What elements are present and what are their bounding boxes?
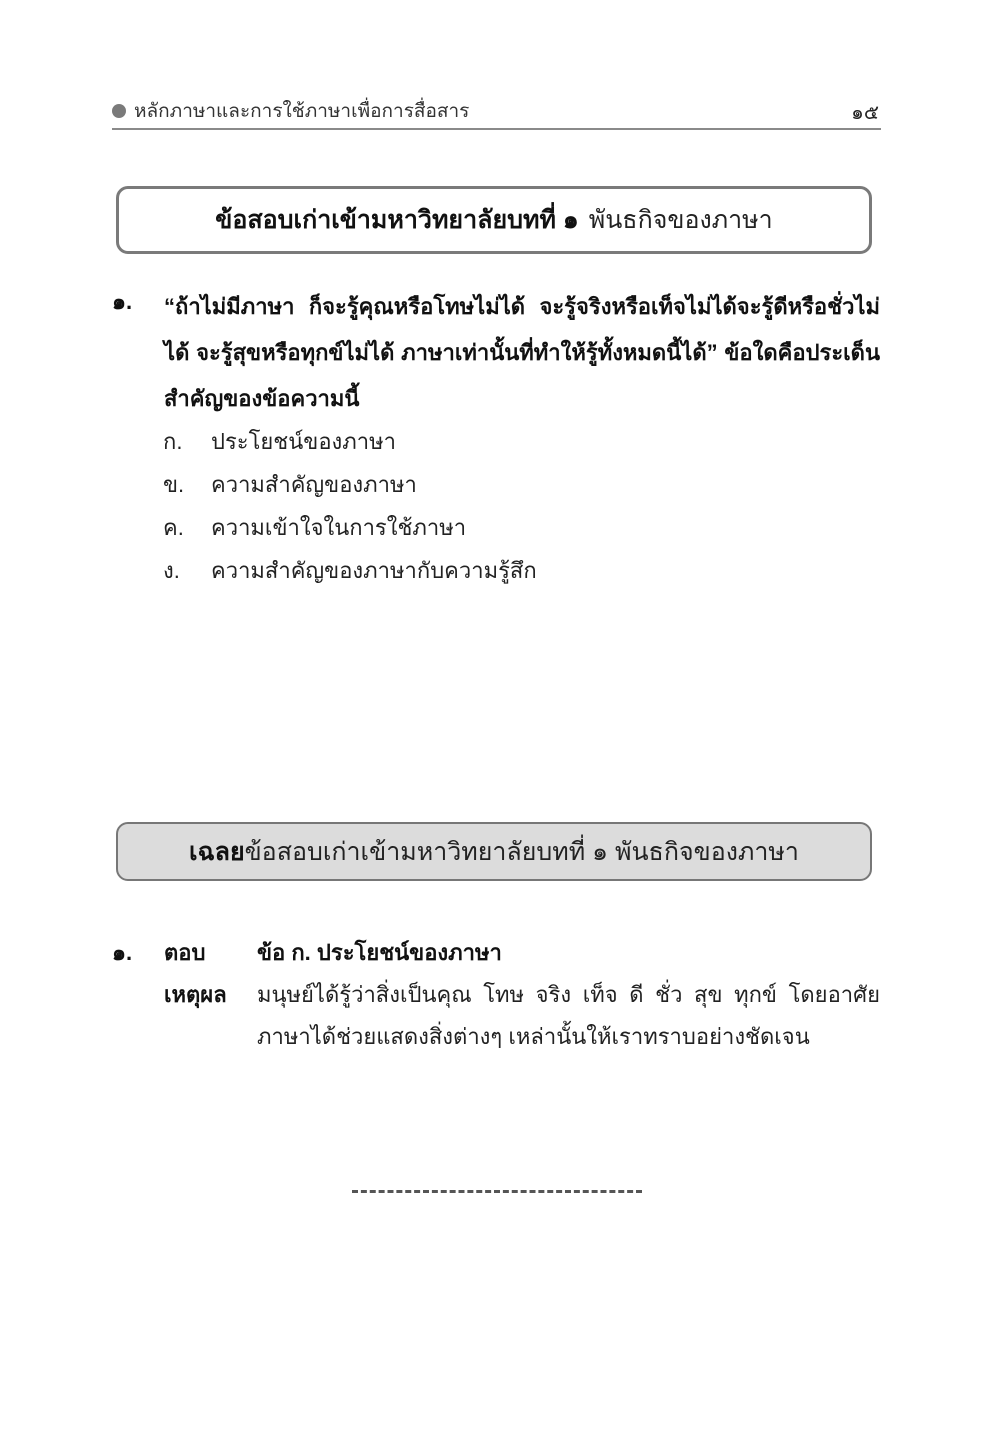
choice-letter: ค. (163, 515, 184, 540)
choice-b (163, 463, 537, 506)
section-end-divider (352, 1190, 642, 1193)
choice-text: ความสำคัญของภาษา (211, 472, 417, 497)
choice-text: ความเข้าใจในการใช้ภาษา (211, 515, 467, 540)
answer-value: ข้อ ก. ประโยชน์ของภาษา (257, 940, 502, 965)
question-stem: “ถ้าไม่มีภาษา ก็จะรู้คุณหรือโทษไม่ได้ จะรู้จริงหรือเท็จไม่ได้จะรู้ดีหรือชั่วไม่ได้ จะรู้สุขหรือทุกข์ไม่ได้ ภาษาเท่านั้นที่ทำให้รู้ทั้งหมดนี้ได้” ข้อใดคือประเด็นสำคัญของข้อความนี้ (164, 294, 880, 411)
answer-section-title-bold: เฉลย (189, 837, 245, 866)
choice-letter: ก. (163, 429, 183, 454)
reason-row (112, 974, 880, 1058)
reason-label: เหตุผล (164, 982, 227, 1007)
question-number: ๑. (112, 289, 133, 314)
running-header (112, 92, 881, 130)
page-number: ๑๕ (851, 102, 879, 124)
exam-section-title-box (116, 186, 872, 254)
answer-row (112, 932, 880, 974)
reason-text: มนุษย์ได้รู้ว่าสิ่งเป็นคุณ โทษ จริง เท็จ ดี ชั่ว สุข ทุกข์ โดยอาศัยภาษาได้ช่วยแสดงสิ่งต่างๆ เหล่านั้นให้เราทราบอย่างชัดเจน (257, 982, 880, 1049)
choice-letter: ข. (163, 472, 185, 497)
answer-label: ตอบ (164, 940, 206, 965)
choice-c (163, 506, 537, 549)
choice-d (163, 549, 537, 592)
bullet-icon (112, 104, 126, 118)
choice-text: ประโยชน์ของภาษา (211, 429, 396, 454)
answer-section-title-box (116, 822, 872, 881)
answer-1 (112, 932, 880, 1058)
choice-letter: ง. (163, 558, 180, 583)
answer-number: ๑. (112, 940, 133, 965)
choice-text: ความสำคัญของภาษากับความรู้สึก (211, 558, 537, 583)
choice-list (163, 420, 537, 592)
exam-section-title-topic: พันธกิจของภาษา (588, 206, 773, 234)
answer-section-title-rest: ข้อสอบเก่าเข้ามหาวิทยาลัยบทที่ ๑ พันธกิจของภาษา (244, 837, 799, 866)
exam-section-title-bold: ข้อสอบเก่าเข้ามหาวิทยาลัยบทที่ ๑ (215, 206, 579, 234)
choice-a (163, 420, 537, 463)
question-1 (112, 284, 880, 422)
book-title: หลักภาษาและการใช้ภาษาเพื่อการสื่อสาร (134, 101, 470, 122)
